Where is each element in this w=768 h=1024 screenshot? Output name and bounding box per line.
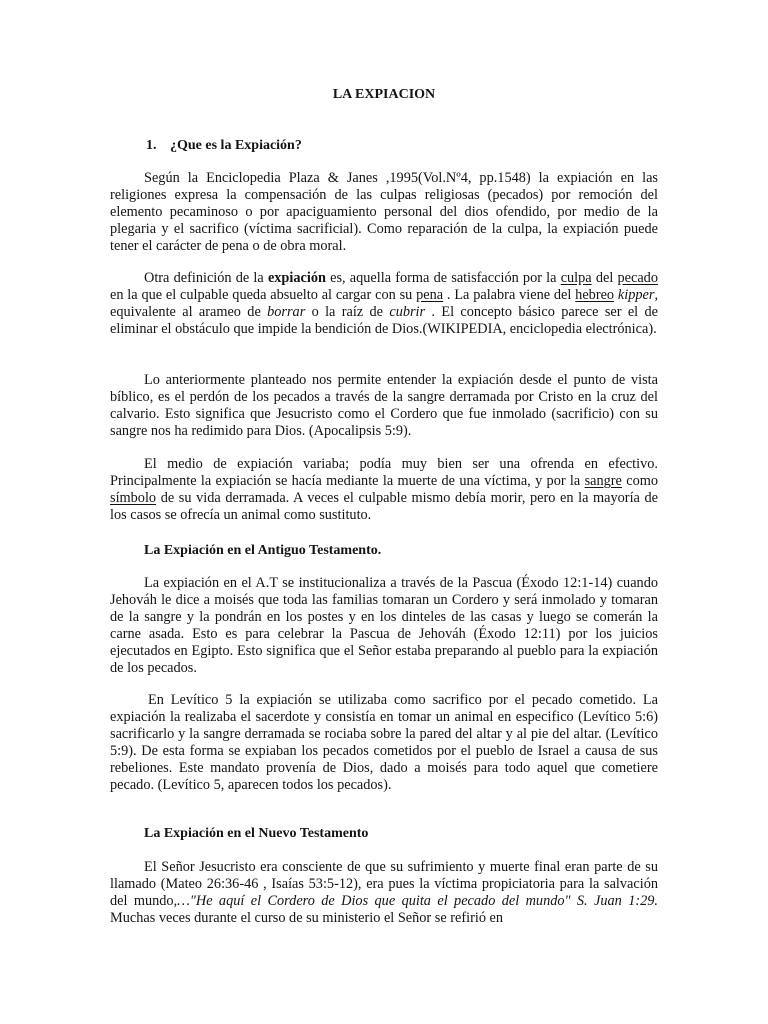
link-pena: pena [416,287,444,304]
document-title: LA EXPIACION [332,87,436,102]
paragraph-means-of-expiation: El medio de expiación variaba; podía muy bien ser una ofrenda en efectivo. Principalmente la expiación se hacía mediante la muerte de una víctima, y por la sangre como símbolo de su vida derramada. A veces el culpable mismo debía morir, pero en la mayoría de los casos se ofrecía un animal como sustituto. [110,456,658,524]
quote-john-1-29: …"He aquí el Cordero de Dios que quita el pecado del mundo" S. Juan 1:29. [177,893,658,910]
paragraph-leviticus: En Levítico 5 la expiación se utilizaba como sacrifico por el pecado cometido. La expiación la realizaba el sacerdote y consistía en tomar un animal en especifico (Levítico 5:6) sacrificarlo y la sangre derramada se rociaba sobre la pared del altar y al pie del altar. (Levítico 5:9). De esta forma se expiaban los pecados cometidos por el pueblo de Israel a causa de sus rebeliones. Este mandato provenía de Dios, dado a moisés para todo aquel que cometiere pecado. (Levítico 5, aparecen todos los pecados). [110,692,658,794]
question-heading [146,137,302,154]
bold-expiacion: expiación [267,270,326,286]
paragraph-definition-wikipedia: Otra definición de la expiación es, aquella forma de satisfacción por la culpa del pecado en la que el culpable queda absuelto al cargar con su pena . La palabra viene del hebreo kipper, equivalente al arameo de borrar o la raíz de cubrir . El concepto básico parece ser el de eliminar el obstáculo que impide la bendición de Dios.(WIKIPEDIA, enciclopedia electrónica). [110,270,659,338]
link-sangre: sangre [584,473,622,490]
link-pecado: pecado [617,270,658,286]
link-hebreo: hebreo [575,287,615,304]
heading-old-testament: La Expiación en el Antiguo Testamento. [144,543,382,558]
paragraph-biblical-view: Lo anteriormente planteado nos permite entender la expiación desde el punto de vista bíblico, es el perdón de los pecados a través de la sangre derramada por Cristo en la cruz del calvario. Esto significa que Jesucristo como el Cordero que fue inmolado (sacrificio) con su sangre nos ha redimido para Dios. (Apocalipsis 5:9). [110,372,658,440]
question-number: 1. [146,138,157,153]
paragraph-passover: La expiación en el A.T se institucionaliza a través de la Pascua (Éxodo 12:1-14) cuando Jehováh le dice a moisés que toda las familias tomaran un Cordero y será inmolado y tomaran de la sangre y la pondrán en los postes y en los dinteles de las casas y luego se comerán la carne asada. Esto es para celebrar la Pascua de Jehováh (Éxodo 12:11) por los juicios ejecutados en Egipto. Esto significa que el Señor estaba preparando al pueblo para la expiación de los pecados. [110,575,658,677]
link-culpa: culpa [560,270,592,286]
heading-new-testament: La Expiación en el Nuevo Testamento [144,826,369,841]
link-simbolo: símbolo [110,490,157,507]
question-text: ¿Que es la Expiación? [170,138,302,153]
paragraph-jesus-sacrifice: El Señor Jesucristo era consciente de que su sufrimiento y muerte final eran parte de su llamado (Mateo 26:36-46 , Isaías 53:5-12), era pues la víctima propiciatoria para la salvación del mundo,…"He aquí el Cordero de Dios que quita el pecado del mundo" S. Juan 1:29. Muchas veces durante el curso de su ministerio el Señor se refirió en [110,859,658,927]
paragraph-definition-encyclopedia: Según la Enciclopedia Plaza & Janes ,1995(Vol.Nº4, pp.1548) la expiación en las religiones expresa la compensación de las culpas religiosas (pecados) por remoción del elemento pecaminoso o por apaciguamiento personal del dios ofendido, por medio de la plegaria y el sacrifico (víctima sacrificial). Como reparación de la culpa, la expiación puede tener el carácter de pena o de obra moral. [110,170,658,255]
